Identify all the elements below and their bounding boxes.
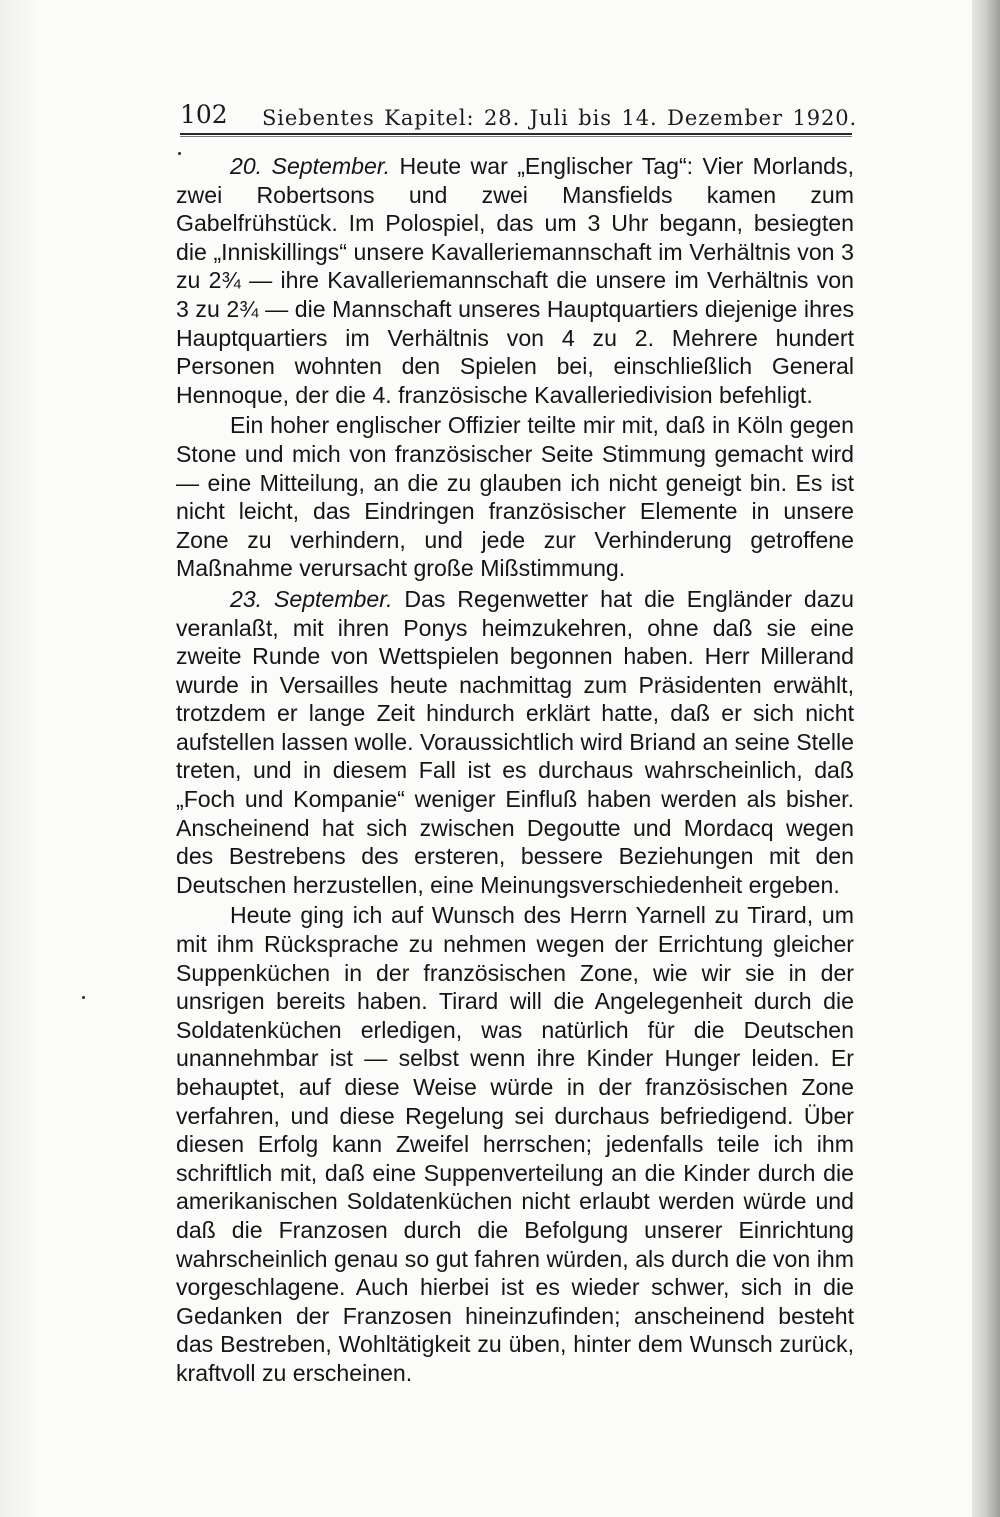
paragraph-text: Das Regenwetter hat die Engländer dazu veranlaßt, mit ihren Ponys heimzukehren, ohne daß sie eine zweite Runde von Wettspielen begonnen haben. Herr Millerand wurde in Versailles heute nachmittag zum Präsidenten erwählt, trotzdem er lange Zeit hindurch erklärt hatte, daß er sich nicht aufstellen lassen wolle. Voraussichtlich wird Briand an seine Stelle treten, und in diesem Fall ist es durchaus wahrscheinlich, daß „Foch und Kompanie“ weniger Einfluß haben werden als bisher. Anscheinend hat sich zwischen Degoutte und Mordacq wegen des Bestrebens des ersteren, bessere Beziehungen mit den Deutschen herzustellen, eine Meinungsverschiedenheit ergeben.: [176, 585, 854, 898]
paragraph-koeln: [176, 411, 854, 583]
paragraph-text: Heute ging ich auf Wunsch des Herrn Yarnell zu Tirard, um mit ihm Rücksprache zu nehmen wegen der Errichtung gleicher Suppenküchen in der französischen Zone, wie wir sie in der unsrigen bereits haben. Tirard will die Angelegenheit durch die Soldatenküchen erledigen, was natürlich für die Deutschen unannehmbar ist — selbst wenn ihre Kinder Hunger leiden. Er behauptet, auf diese Weise würde in der französischen Zone verfahren, und diese Regelung sei durchaus befriedigend. Über diesen Erfolg kann Zweifel herrschen; jedenfalls teile ich ihm schriftlich mit, daß eine Suppenverteilung an die Kinder durch die amerikanischen Soldatenküchen nicht erlaubt werden würde und daß die Franzosen durch die Befolgung unserer Einrichtung wahrscheinlich genau so gut fahren würden, als durch die von ihm vorgeschlagene. Auch hierbei ist es wieder schwer, sich in die Gedanken der Franzosen hineinzufinden; anscheinend besteht das Bestreben, Wohltätigkeit zu üben, hinter dem Wunsch zurück, kraftvoll zu erscheinen.: [176, 902, 854, 1386]
paragraph-tirard: [176, 901, 854, 1387]
running-title: Siebentes Kapitel: 28. Juli bis 14. Dezember 1920.: [262, 106, 858, 130]
header-rule-thin: [180, 136, 852, 137]
paragraph-20-september: [176, 152, 854, 409]
page-right-edge-shadow: [972, 0, 1000, 1517]
header-rule: [180, 133, 852, 135]
paragraph-23-september: [176, 585, 854, 900]
paragraph-text: Ein hoher englischer Offizier teilte mir mit, daß in Köln gegen Stone und mich von französischer Seite Stimmung gemacht wird — eine Mitteilung, an die zu glauben ich nicht geneigt bin. Es ist nicht leicht, das Eindringen französischer Elemente in unsere Zone zu verhindern, und jede zur Verhinderung getroffene Maßnahme verursacht große Mißstimmung.: [176, 412, 854, 582]
body-text: [176, 152, 854, 1388]
print-speck: [82, 996, 85, 999]
paragraph-text: Heute war „Englischer Tag“: Vier Morlands, zwei Robertsons und zwei Mansfields kamen zum Gabelfrühstück. Im Polospiel, das um 3 Uhr begann, besiegten die „Inniskillings“ unsere Kavalleriemannschaft im Verhältnis von 3 zu 2¾ — ihre Kavalleriemannschaft die unsere im Verhältnis von 3 zu 2¾ — die Mannschaft unseres Hauptquartiers diejenige ihres Hauptquartiers im Verhältnis von 4 zu 2. Mehrere hundert Personen wohnten den Spielen bei, einschließlich General Hennoque, der die 4. französische Kavalleriedivision befehligt.: [176, 153, 854, 408]
entry-date: 23. September.: [230, 585, 393, 612]
page-left-shading: [0, 0, 40, 1517]
page-number: 102: [180, 100, 228, 129]
entry-date: 20. September.: [230, 153, 391, 179]
